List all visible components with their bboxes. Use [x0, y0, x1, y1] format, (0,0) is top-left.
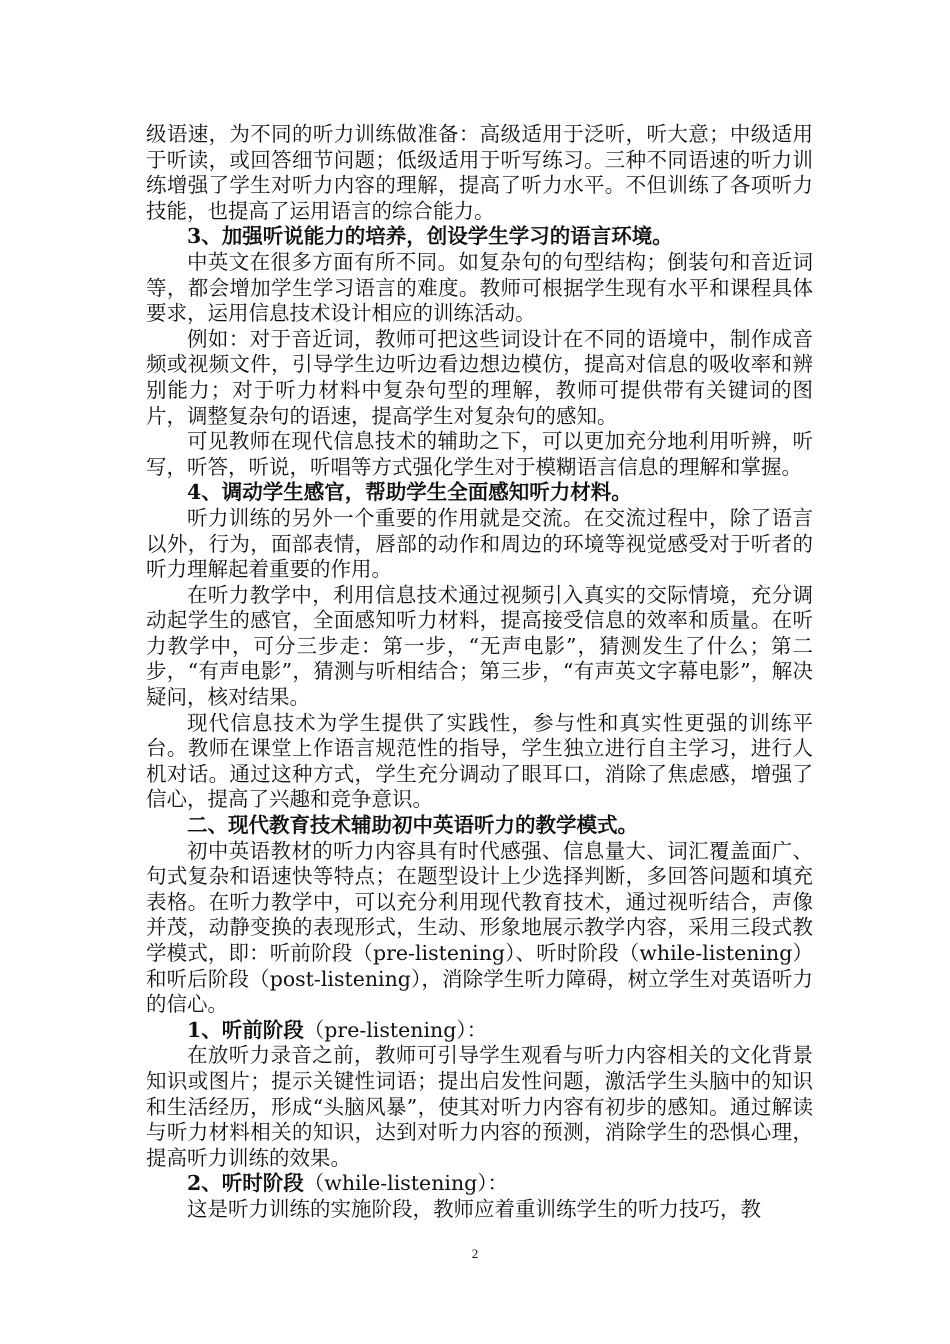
- paragraph: 中英文在很多方面有所不同。如复杂句的句型结构；倒装句和音近词等，都会增加学生学习语言的难度。教师可根据学生现有水平和课程具体要求，运用信息技术设计相应的训练活动。: [146, 249, 813, 326]
- subheading-suffix: （while-listening）：: [303, 1171, 509, 1196]
- paragraph: 初中英语教材的听力内容具有时代感强、信息量大、词汇覆盖面广、句式复杂和语速快等特点；在题型设计上少选择判断，多回答问题和填充表格。在听力教学中，可以充分利用现代教育技术，通过视听结合，声像并茂，动静变换的表现形式，生动、形象地展示教学内容，采用三段式教学模式，即：听前阶段（pre-listening）、听时阶段（while-listening）和听后阶段（post-listening），消除学生听力障碍，树立学生对英语听力的信心。: [146, 838, 813, 1017]
- paragraph: 现代信息技术为学生提供了实践性，参与性和真实性更强的训练平台。教师在课堂上作语言规范性的指导，学生独立进行自主学习，进行人机对话。通过这种方式，学生充分调动了眼耳口，消除了焦虑感，增强了信心，提高了兴趣和竞争意识。: [146, 710, 813, 812]
- paragraph: 听力训练的另外一个重要的作用就是交流。在交流过程中，除了语言以外，行为，面部表情，唇部的动作和周边的环境等视觉感受对于听者的听力理解起着重要的作用。: [146, 505, 813, 582]
- paragraph-continued: 级语速，为不同的听力训练做准备：高级适用于泛听，听大意；中级适用于听读，或回答细节问题；低级适用于听写练习。三种不同语速的听力训练增强了学生对听力内容的理解，提高了听力水平。不但训练了各项听力技能，也提高了运用语言的综合能力。: [146, 122, 813, 223]
- paragraph: 在听力教学中，利用信息技术通过视频引入真实的交际情境，充分调动起学生的感官，全面感知听力材料，提高接受信息的效率和质量。在听力教学中，可分三步走：第一步，“无声电影”，猜测发生了什么；第二步，“有声电影”，猜测与听相结合；第三步，“有声英文字幕电影”，解决疑问，核对结果。: [146, 582, 813, 710]
- paragraph: 可见教师在现代信息技术的辅助之下，可以更加充分地利用听辨，听写，听答，听说，听唱等方式强化学生对于模糊语言信息的理解和掌握。: [146, 429, 813, 479]
- section-heading-two: 二、现代教育技术辅助初中英语听力的教学模式。: [187, 813, 638, 838]
- page-number: 2: [471, 1246, 479, 1261]
- section-heading-3: 3、加强听说能力的培养，创设学生学习的语言环境。: [187, 224, 673, 249]
- paragraph: 这是听力训练的实施阶段，教师应着重训练学生的听力技巧，教: [187, 1196, 761, 1221]
- subheading-label: 2、听时阶段: [187, 1171, 304, 1196]
- subheading-suffix: （pre-listening）：: [303, 1017, 488, 1042]
- subheading-while-listening: [146, 1171, 813, 1197]
- section-heading-4: 4、调动学生感官，帮助学生全面感知听力材料。: [187, 480, 632, 505]
- paragraph: 在放听力录音之前，教师可引导学生观看与听力内容相关的文化背景知识或图片；提示关键性词语；提出启发性问题，激活学生头脑中的知识和生活经历，形成“头脑风暴”，使其对听力内容有初步的感知。通过解读与听力材料相关的知识，达到对听力内容的预测，消除学生的恐惧心理，提高听力训练的效果。: [146, 1043, 813, 1170]
- document-body: [146, 122, 813, 1223]
- subheading-label: 1、听前阶段: [187, 1017, 304, 1042]
- paragraph: 例如：对于音近词，教师可把这些词设计在不同的语境中，制作成音频或视频文件，引导学生边听边看边想边模仿，提高对信息的吸收率和辨别能力；对于听力材料中复杂句型的理解，教师可提供带有关键词的图片，调整复杂句的语速，提高学生对复杂句的感知。: [146, 326, 813, 428]
- subheading-pre-listening: [146, 1018, 813, 1044]
